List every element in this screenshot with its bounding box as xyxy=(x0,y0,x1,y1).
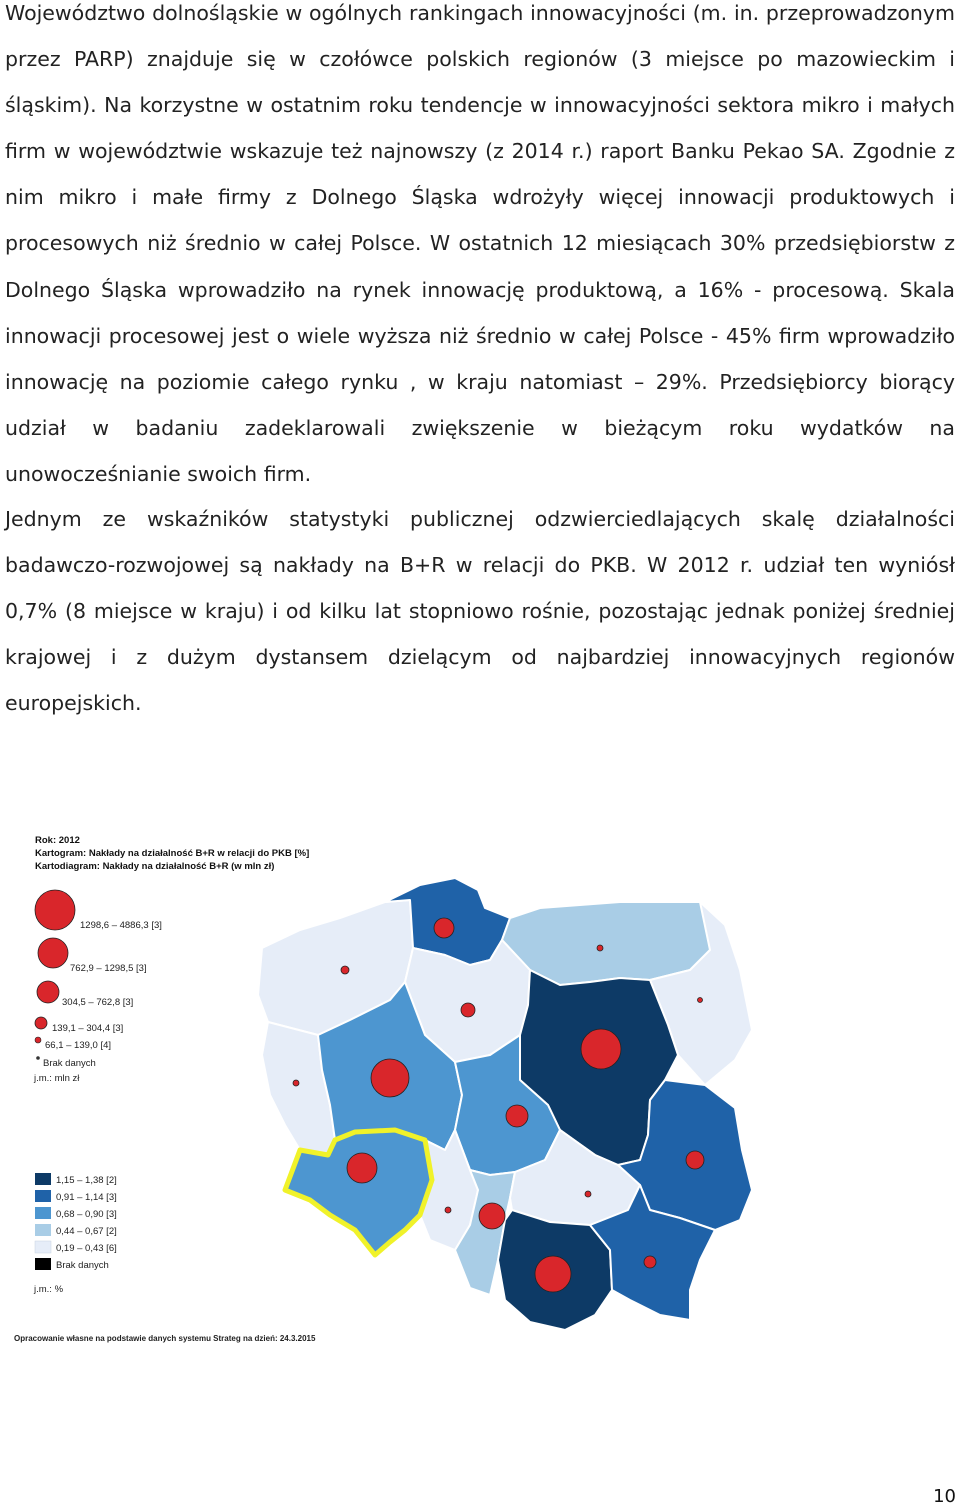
legend-circle-nodata xyxy=(36,1056,40,1060)
legend-color-swatch-3 xyxy=(35,1207,51,1219)
circle-podlaskie xyxy=(698,998,703,1003)
circle-warminsko-mazurskie xyxy=(597,945,603,951)
legend-color-label-5: 0,19 – 0,43 [6] xyxy=(56,1243,117,1254)
circle-opolskie xyxy=(445,1207,451,1213)
map-year-label: Rok: 2012 xyxy=(35,835,80,846)
legend-circle-label-nodata: Brak danych xyxy=(43,1058,96,1069)
map-source-note: Opracowanie własne na podstawie danych systemu Strateg na dzień: 24.3.2015 xyxy=(14,1334,316,1343)
paragraph-rd-expenditure: Jednym ze wskaźników statystyki publicznej odzwierciedlających skalę działalności badawczo-rozwojowej są nakłady na B+R w relacji do PKB. W 2012 r. udział ten wyniósł 0,7% (8 miejsce w kraju) i od kilku lat stopniowo rośnie, pozostając jednak poniżej średniej krajowej i z dużym dystansem dzielącym od najbardziej innowacyjnych regionów europejskich. xyxy=(5,507,955,716)
circle-lubuskie xyxy=(293,1080,299,1086)
legend-color-label-2: 0,91 – 1,14 [3] xyxy=(56,1192,117,1203)
legend-circle-3 xyxy=(37,981,59,1003)
legend-color-label-3: 0,68 – 0,90 [3] xyxy=(56,1209,117,1220)
legend-color-swatch-4 xyxy=(35,1224,51,1236)
legend-color-swatch-1 xyxy=(35,1173,51,1185)
circle-lodzkie xyxy=(506,1105,528,1127)
map-cartodiagram-label: Kartodiagram: Nakłady na działalność B+R (w mln zł) xyxy=(35,861,275,872)
color-legend xyxy=(33,1173,117,1295)
circle-kujawsko-pomorskie xyxy=(461,1003,475,1017)
legend-circle-label-4: 139,1 – 304,4 [3] xyxy=(52,1023,124,1034)
circle-lubelskie xyxy=(686,1151,704,1169)
circle-slaskie xyxy=(479,1203,505,1229)
legend-circle-1 xyxy=(35,890,75,930)
circle-podkarpackie xyxy=(644,1256,656,1268)
legend-color-swatch-2 xyxy=(35,1190,51,1202)
voivodeship-regions xyxy=(258,878,752,1330)
circle-pomorskie xyxy=(434,918,454,938)
circle-mazowieckie xyxy=(581,1029,621,1069)
legend-circle-5 xyxy=(35,1037,41,1043)
legend-circle-label-1: 1298,6 – 4886,3 [3] xyxy=(80,920,162,931)
legend-color-label-1: 1,15 – 1,38 [2] xyxy=(56,1175,117,1186)
paragraph-innovation-ranking: Województwo dolnośląskie w ogólnych rankingach innowacyjności (m. in. przeprowadzonym przez PARP) znajduje się w czołówce polskich regionów (3 miejsce po mazowieckim i śląskim). Na korzystne w ostatnim roku tendencje w innowacyjności sektora mikro i małych firm w województwie wskazuje też najnowszy (z 2014 r.) raport Banku Pekao SA. Zgodnie z nim mikro i małe firmy z Dolnego Śląska wdrożyły więcej innowacji produktowych i procesowych niż średnio w całej Polsce. W ostatnich 12 miesiącach 30% przedsiębiorstw z Dolnego Śląska wprowadziło na rynek innowację produktową, a 16% - procesową. Skala innowacji procesowej jest o wiele wyższa niż średnio w całej Polsce - 45% firm wprowadziło innowację na poziomie całego rynku , w kraju natomiast – 29%. Przedsiębiorcy biorący udział w badaniu zadeklarowali zwiększenie w bieżącym roku wydatków na unowocześnianie swoich firm. xyxy=(5,1,955,486)
circle-wielkopolskie xyxy=(371,1059,409,1097)
legend-color-unit: j.m.: % xyxy=(34,1284,64,1295)
circle-zachodniopomorskie xyxy=(341,966,349,974)
rd-expenditure-map xyxy=(0,830,960,1350)
circle-malopolskie xyxy=(535,1256,571,1292)
legend-circle-4 xyxy=(35,1017,47,1029)
legend-color-label-4: 0,44 – 0,67 [2] xyxy=(56,1226,117,1237)
legend-color-swatch-nodata xyxy=(35,1258,51,1270)
legend-color-swatch-5 xyxy=(35,1241,51,1253)
legend-circle-label-5: 66,1 – 139,0 [4] xyxy=(45,1040,112,1051)
legend-color-label-nodata: Brak danych xyxy=(56,1260,109,1271)
circle-dolnoslaskie xyxy=(347,1153,377,1183)
page-number: 10 xyxy=(933,1486,956,1507)
legend-circle-2 xyxy=(38,938,68,968)
map-cartogram-label: Kartogram: Nakłady na działalność B+R w relacji do PKB [%] xyxy=(35,848,310,859)
circle-swietokrzyskie xyxy=(585,1191,591,1197)
legend-circle-label-2: 762,9 – 1298,5 [3] xyxy=(70,963,147,974)
legend-circle-label-3: 304,5 – 762,8 [3] xyxy=(62,997,134,1008)
circle-legend xyxy=(33,890,162,1084)
legend-circle-unit: j.m.: mln zł xyxy=(34,1073,80,1084)
